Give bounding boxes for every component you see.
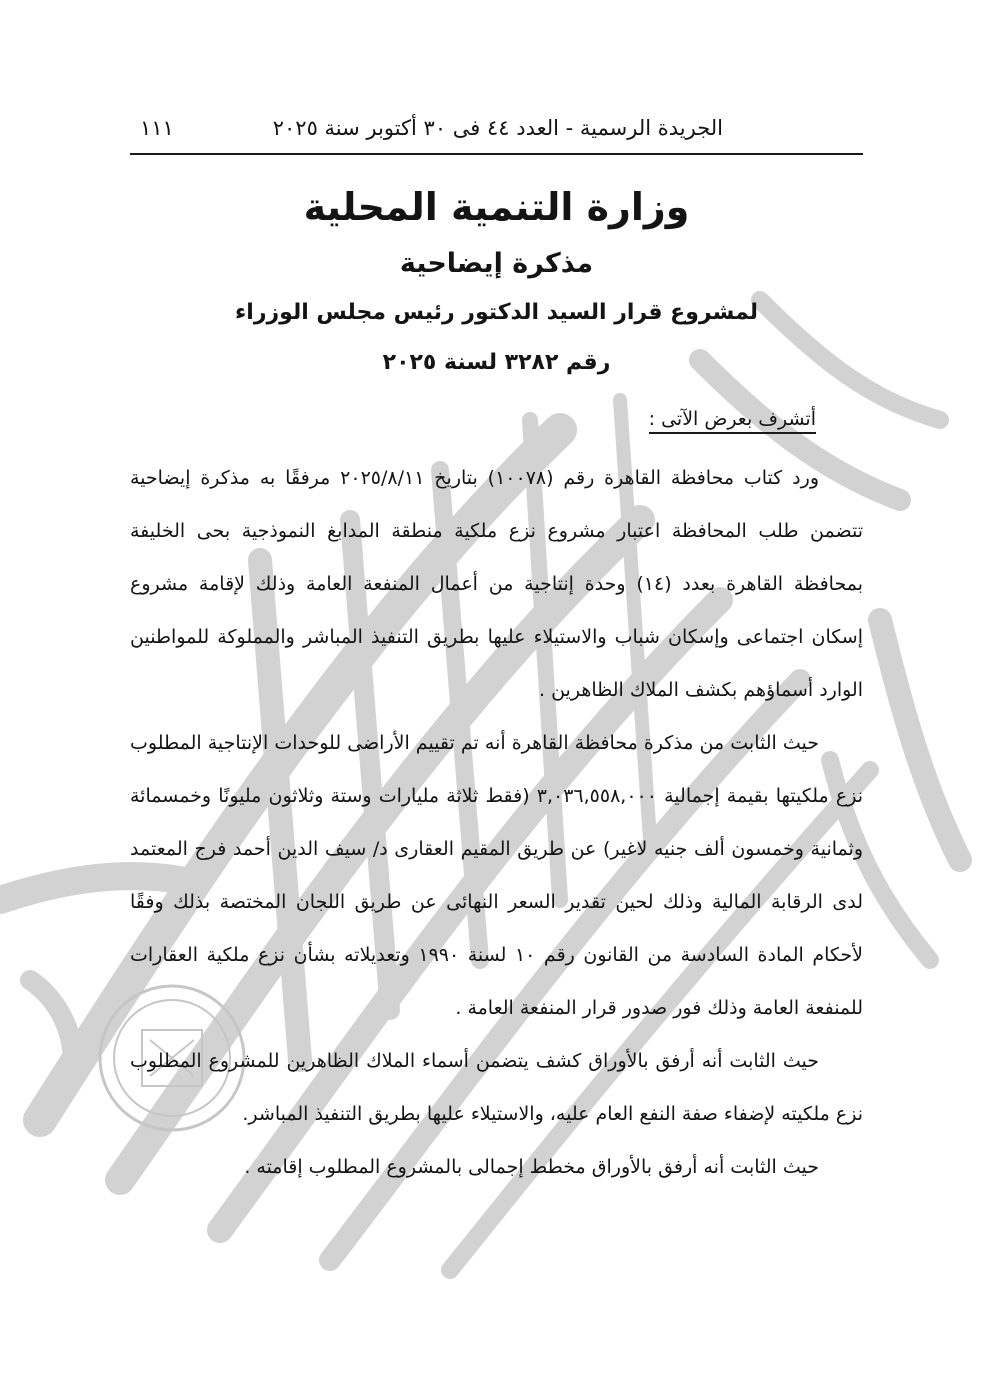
paragraph-3: حيث الثابت أنه أرفق بالأوراق كشف يتضمن أسماء الملاك الظاهرين للمشروع المطلوب نزع ملكيته لإضفاء صفة النفع العام عليه، والاستيلاء عليها بطريق التنفيذ المباشر. — [130, 1050, 863, 1125]
page-number: ١١١ — [140, 116, 174, 140]
ministry-title: وزارة التنمية المحلية — [303, 185, 690, 229]
greeting-line: أتشرف بعرض الآتى : — [649, 408, 816, 434]
project-line: لمشروع قرار السيد الدكتور رئيس مجلس الوزراء — [235, 300, 758, 325]
decree-number: رقم ٣٢٨٢ لسنة ٢٠٢٥ — [382, 350, 611, 375]
gazette-header-title: الجريدة الرسمية - العدد ٤٤ فى ٣٠ أكتوبر سنة ٢٠٢٥ — [272, 116, 723, 140]
paragraph-4: حيث الثابت أنه أرفق بالأوراق مخطط إجمالى بالمشروع المطلوب إقامته . — [244, 1156, 819, 1178]
header-divider — [130, 153, 863, 155]
memo-body — [130, 452, 863, 1194]
page-header — [130, 112, 863, 148]
paragraph-2: حيث الثابت من مذكرة محافظة القاهرة أنه تم تقييم الأراضى للوحدات الإنتاجية المطلوب نزع ملكيتها بقيمة إجمالية ٣,٠٣٦,٥٥٨,٠٠٠ (فقط ثلاثة مليارات وستة وثلاثون مليونًا وخمسمائة وثمانية وخمسون ألف جنيه لاغير) عن طريق المقيم العقارى د/ سيف الدين أحمد فرج المعتمد لدى الرقابة المالية وذلك لحين تقدير السعر النهائى عن طريق اللجان المختصة بذلك وفقًا لأحكام المادة السادسة من القانون رقم ١٠ لسنة ١٩٩٠ وتعديلاته بشأن نزع ملكية العقارات للمنفعة العامة وذلك فور صدور قرار المنفعة العامة . — [130, 732, 863, 1019]
paragraph-1: ورد كتاب محافظة القاهرة رقم (١٠٠٧٨) بتاريخ ٢٠٢٥/٨/١١ مرفقًا به مذكرة إيضاحية تتضمن طلب المحافظة اعتبار مشروع نزع ملكية منطقة المدابغ النموذجية بحى الخليفة بمحافظة القاهرة بعدد (١٤) وحدة إنتاجية من أعمال المنفعة العامة وذلك لإقامة مشروع إسكان اجتماعى وإسكان شباب والاستيلاء عليها بطريق التنفيذ المباشر والمملوكة للمواطنين الوارد أسماؤهم بكشف الملاك الظاهرين . — [130, 467, 863, 701]
memo-title: مذكرة إيضاحية — [399, 248, 594, 279]
